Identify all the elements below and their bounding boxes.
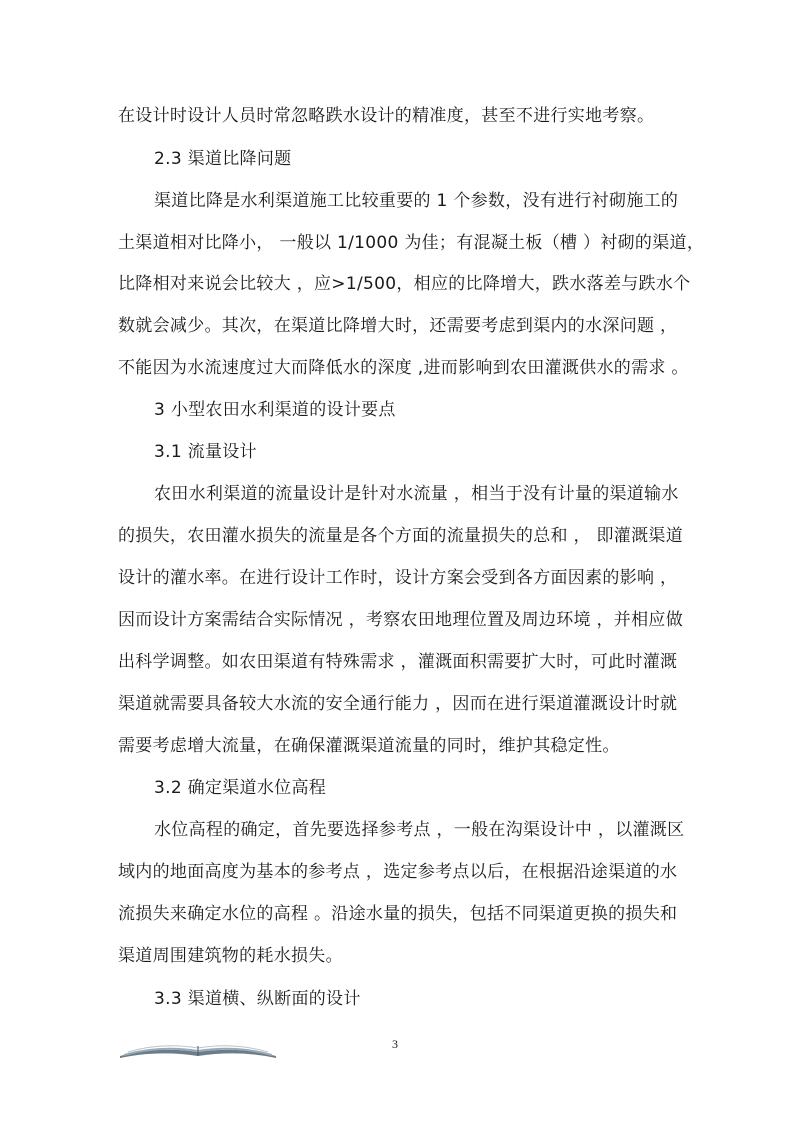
- paragraph-line: 出科学调整。如农田渠道有特殊需求 ，灌溉面积需要扩大时，可此时灌溉: [118, 652, 678, 672]
- paragraph-line: 不能因为水流速度过大而降低水的深度 ,进而影响到农田灌溉供水的需求 。: [118, 358, 689, 378]
- paragraph-line: 渠道周围建筑物的耗水损失。: [118, 946, 343, 966]
- section-heading-2-3: 2.3 渠道比降问题: [154, 149, 292, 169]
- paragraph-line: 土渠道相对比降小， 一般以 1/1000 为佳；有混凝土板（槽 ）衬砌的渠道，: [118, 233, 705, 253]
- paragraph-line: 渠道比降是水利渠道施工比较重要的 1 个参数，没有进行衬砌施工的: [154, 191, 679, 211]
- paragraph-line: 水位高程的确定，首先要选择参考点 ，一般在沟渠设计中 ，以灌溉区: [154, 820, 685, 840]
- paragraph-line: 的损失，农田灌水损失的流量是各个方面的流量损失的总和 ， 即灌溉渠道: [118, 526, 684, 546]
- section-heading-3: 3 小型农田水利渠道的设计要点: [154, 400, 396, 420]
- open-book-icon: [118, 1038, 278, 1060]
- paragraph-line: 比降相对来说会比较大 ，应>1/500，相应的比降增大，跌水落差与跌水个: [118, 274, 691, 294]
- paragraph-line: 流损失来确定水位的高程 。沿途水量的损失，包括不同渠道更换的损失和: [118, 904, 678, 924]
- paragraph-line: 在设计时设计人员时常忽略跌水设计的精准度，甚至不进行实地考察。: [118, 106, 655, 126]
- section-heading-3-2: 3.2 确定渠道水位高程: [154, 778, 327, 798]
- section-heading-3-3: 3.3 渠道横、纵断面的设计: [154, 989, 361, 1009]
- paragraph-line: 渠道就需要具备较大水流的安全通行能力 ，因而在进行渠道灌溉设计时就: [118, 694, 678, 714]
- page-number: 3: [392, 1037, 398, 1051]
- paragraph-line: 数就会减少。其次，在渠道比降增大时，还需要考虑到渠内的水深问题 ，: [118, 316, 678, 336]
- paragraph-line: 域内的地面高度为基本的参考点 ，选定参考点以后，在根据沿途渠道的水: [118, 862, 678, 882]
- paragraph-line: 需要考虑增大流量，在确保灌溉渠道流量的同时，维护其稳定性。: [118, 736, 620, 756]
- paragraph-line: 因而设计方案需结合实际情况 ，考察农田地理位置及周边环境 ，并相应做: [118, 610, 684, 630]
- paragraph-line: 农田水利渠道的流量设计是针对水流量 ，相当于没有计量的渠道输水: [154, 484, 679, 504]
- section-heading-3-1: 3.1 流量设计: [154, 442, 257, 462]
- paragraph-line: 设计的灌水率。在进行设计工作时，设计方案会受到各方面因素的影响 ，: [118, 568, 678, 588]
